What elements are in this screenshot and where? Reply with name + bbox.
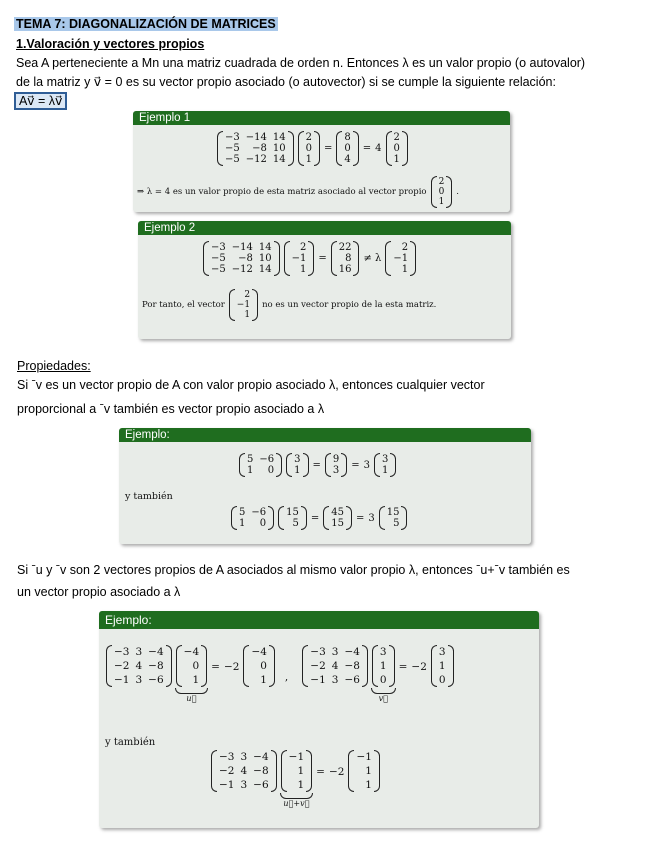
paragraph-line: proporcional a ˉv también es vector propio asociado a λ xyxy=(17,402,325,416)
matrix-a: −3 −14 14 −5 −8 10 −5 −12 14 xyxy=(203,241,280,276)
vector: 45 15 xyxy=(323,506,352,530)
matrix-a: −3 3 −4 −2 4 −8 −1 3 −6 xyxy=(106,645,172,687)
vector: 2 0 1 xyxy=(298,131,320,166)
paragraph-line: de la matriz y v⃗ = 0 es su vector propio asociado (o autovector) si se cumple la siguiente relación: xyxy=(16,75,556,89)
underbrace-v: 3 1 0 v⃗ xyxy=(372,645,395,703)
example-block-2 xyxy=(138,221,511,339)
matrix-a: −3 3 −4 −2 4 −8 −1 3 −6 xyxy=(211,750,277,792)
vector: 3 1 xyxy=(374,453,396,477)
paragraph-line: Si ˉv es un vector propio de A con valor propio asociado λ, entonces cualquier vector xyxy=(17,378,485,392)
vector: 2 0 1 xyxy=(431,176,453,208)
conclusion: Por tanto, el vector 2 −1 1 no es un vector propio de la esta matriz. xyxy=(142,290,437,320)
vector: 2 −1 1 xyxy=(229,289,258,321)
vector: 22 8 16 xyxy=(331,241,360,276)
equation: 5 −6 1 0 15 5 = 45 15 = 3 15 5 xyxy=(231,506,407,530)
example-header: Ejemplo: xyxy=(119,428,531,442)
example-block-1 xyxy=(133,111,510,212)
equation: −3 −14 14 −5 −8 10 −5 −12 14 2 −1 1 = 22 8 16 ≠ λ 2 −1 1 xyxy=(203,241,416,276)
vector: 3 1 0 xyxy=(431,645,454,687)
example-header: Ejemplo 1 xyxy=(133,111,510,125)
y-tambien-label: y también xyxy=(105,737,156,748)
example-block-3 xyxy=(119,428,531,544)
example-header: Ejemplo: xyxy=(99,611,539,629)
y-tambien-label: y también xyxy=(125,491,173,502)
equation: −3 3 −4 −2 4 −8 −1 3 −6 −1 1 1 u⃗+v⃗ = −2 −1 1 1 xyxy=(211,750,380,808)
vector: 2 −1 1 xyxy=(284,241,315,276)
matrix-a: 5 −6 1 0 xyxy=(231,506,274,530)
vector: 15 5 xyxy=(278,506,307,530)
vector: 9 3 xyxy=(325,453,347,477)
page-title: TEMA 7: DIAGONALIZACIÓN DE MATRICES xyxy=(16,17,276,31)
underbrace-u-plus-v: −1 1 1 u⃗+v⃗ xyxy=(281,750,312,808)
vector: 15 5 xyxy=(379,506,408,530)
matrix-a: −3 3 −4 −2 4 −8 −1 3 −6 xyxy=(302,645,368,687)
paragraph-line: Si ˉu y ˉv son 2 vectores propios de A asociados al mismo valor propio λ, entonces ˉu+ˉv también es xyxy=(17,563,570,577)
vector: 2 −1 1 xyxy=(385,241,416,276)
conclusion: ⇒ λ = 4 es un valor propio de esta matriz asociado al vector propio 2 0 1 . xyxy=(137,177,459,207)
equation: −3 −14 14 −5 −8 10 −5 −12 14 2 0 1 = 8 0 4 = 4 2 0 1 xyxy=(217,131,408,166)
vector: −4 0 1 xyxy=(243,645,274,687)
example-header: Ejemplo 2 xyxy=(138,221,511,235)
vector: 3 1 xyxy=(286,453,308,477)
matrix-a: 5 −6 1 0 xyxy=(239,453,282,477)
example-block-4 xyxy=(99,611,539,828)
properties-heading: Propiedades: xyxy=(17,359,91,373)
equation: 5 −6 1 0 3 1 = 9 3 = 3 3 1 xyxy=(239,453,396,477)
matrix-a: −3 −14 14 −5 −8 10 −5 −12 14 xyxy=(217,131,294,166)
equation: −3 3 −4 −2 4 −8 −1 3 −6 −4 0 1 u⃗ = −2 −4 0 1 , −3 3 −4 −2 4 −8 −1 3 −6 3 1 0 v⃗ = −2 3 1 0 xyxy=(106,645,454,703)
underbrace-u: −4 0 1 u⃗ xyxy=(176,645,207,703)
paragraph-line: Sea A perteneciente a Mn una matriz cuadrada de orden n. Entonces λ es un valor propio (o autovalor) xyxy=(16,56,586,70)
vector: 2 0 1 xyxy=(386,131,408,166)
section-heading: 1.Valoración y vectores propios xyxy=(16,37,205,51)
vector: 8 0 4 xyxy=(336,131,358,166)
vector: −1 1 1 xyxy=(348,750,379,792)
eigen-formula: Av⃗ = λv⃗ xyxy=(14,92,67,110)
paragraph-line: un vector propio asociado a λ xyxy=(17,585,181,599)
